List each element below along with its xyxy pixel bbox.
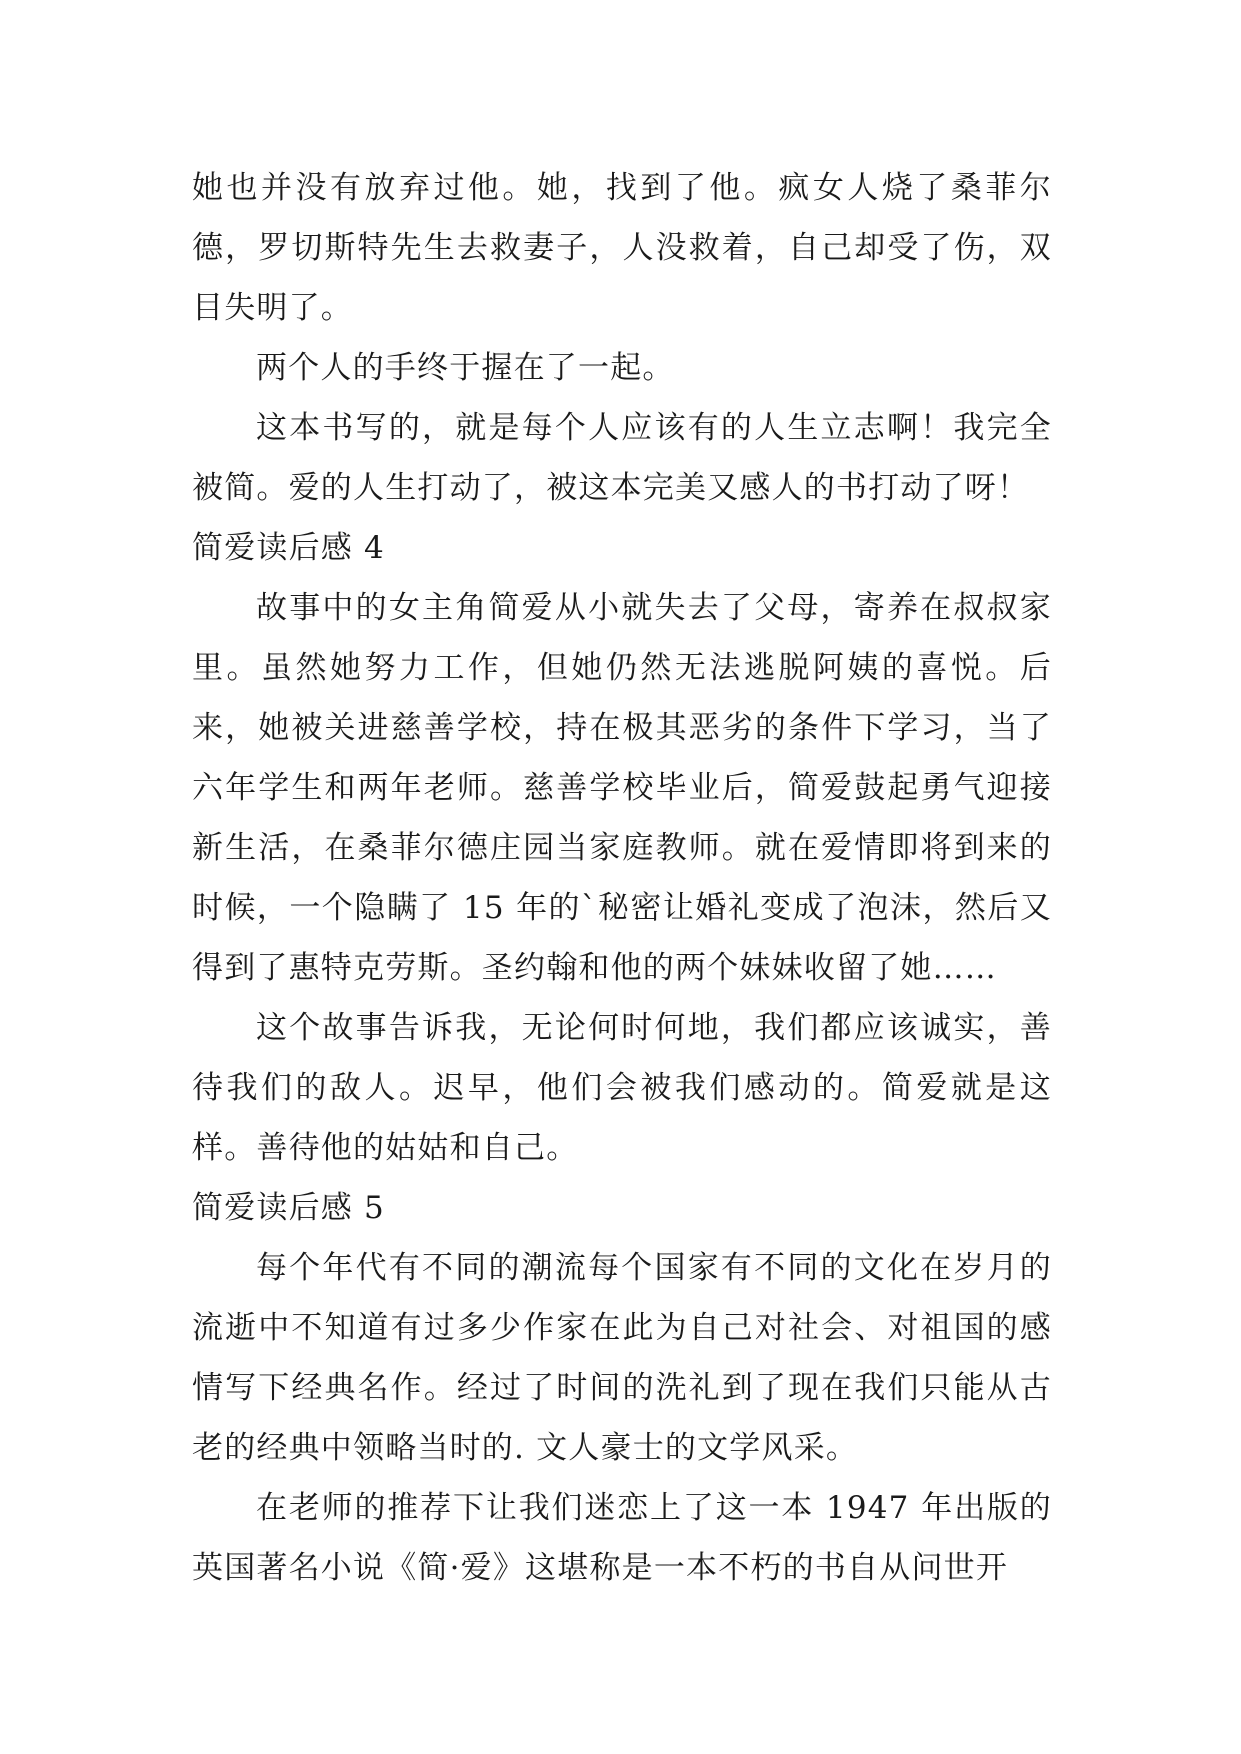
paragraph: 两个人的手终于握在了一起。 (256, 350, 675, 386)
section-heading: 简爱读后感 4 (192, 530, 385, 566)
document-body (192, 158, 1052, 1598)
paragraph: 这个故事告诉我，无论何时何地，我们都应该诚实，善待我们的敌人。迟早，他们会被我们感动的。简爱就是这样。善待他的姑姑和自己。 (192, 1010, 1052, 1166)
section-heading: 简爱读后感 5 (192, 1190, 385, 1226)
paragraph: 她也并没有放弃过他。她，找到了他。疯女人烧了桑菲尔德，罗切斯特先生去救妻子，人没救着，自己却受了伤，双目失明了。 (192, 170, 1052, 326)
paragraph: 这本书写的，就是每个人应该有的人生立志啊！我完全被简。爱的人生打动了，被这本完美又感人的书打动了呀！ (192, 410, 1052, 506)
paragraph: 在老师的推荐下让我们迷恋上了这一本 1947 年出版的英国著名小说《简·爱》这堪称是一本不朽的书自从问世开 (192, 1490, 1052, 1586)
paragraph: 每个年代有不同的潮流每个国家有不同的文化在岁月的流逝中不知道有过多少作家在此为自己对社会、对祖国的感情写下经典名作。经过了时间的洗礼到了现在我们只能从古老的经典中领略当时的. 文人豪士的文学风采。 (192, 1250, 1052, 1466)
paragraph: 故事中的女主角简爱从小就失去了父母，寄养在叔叔家里。虽然她努力工作，但她仍然无法逃脱阿姨的喜悦。后来，她被关进慈善学校，持在极其恶劣的条件下学习，当了六年学生和两年老师。慈善学校毕业后，简爱鼓起勇气迎接新生活，在桑菲尔德庄园当家庭教师。就在爱情即将到来的时候，一个隐瞒了 15 年的`秘密让婚礼变成了泡沫，然后又得到了惠特克劳斯。圣约翰和他的两个妹妹收留了她…… (192, 590, 1052, 986)
